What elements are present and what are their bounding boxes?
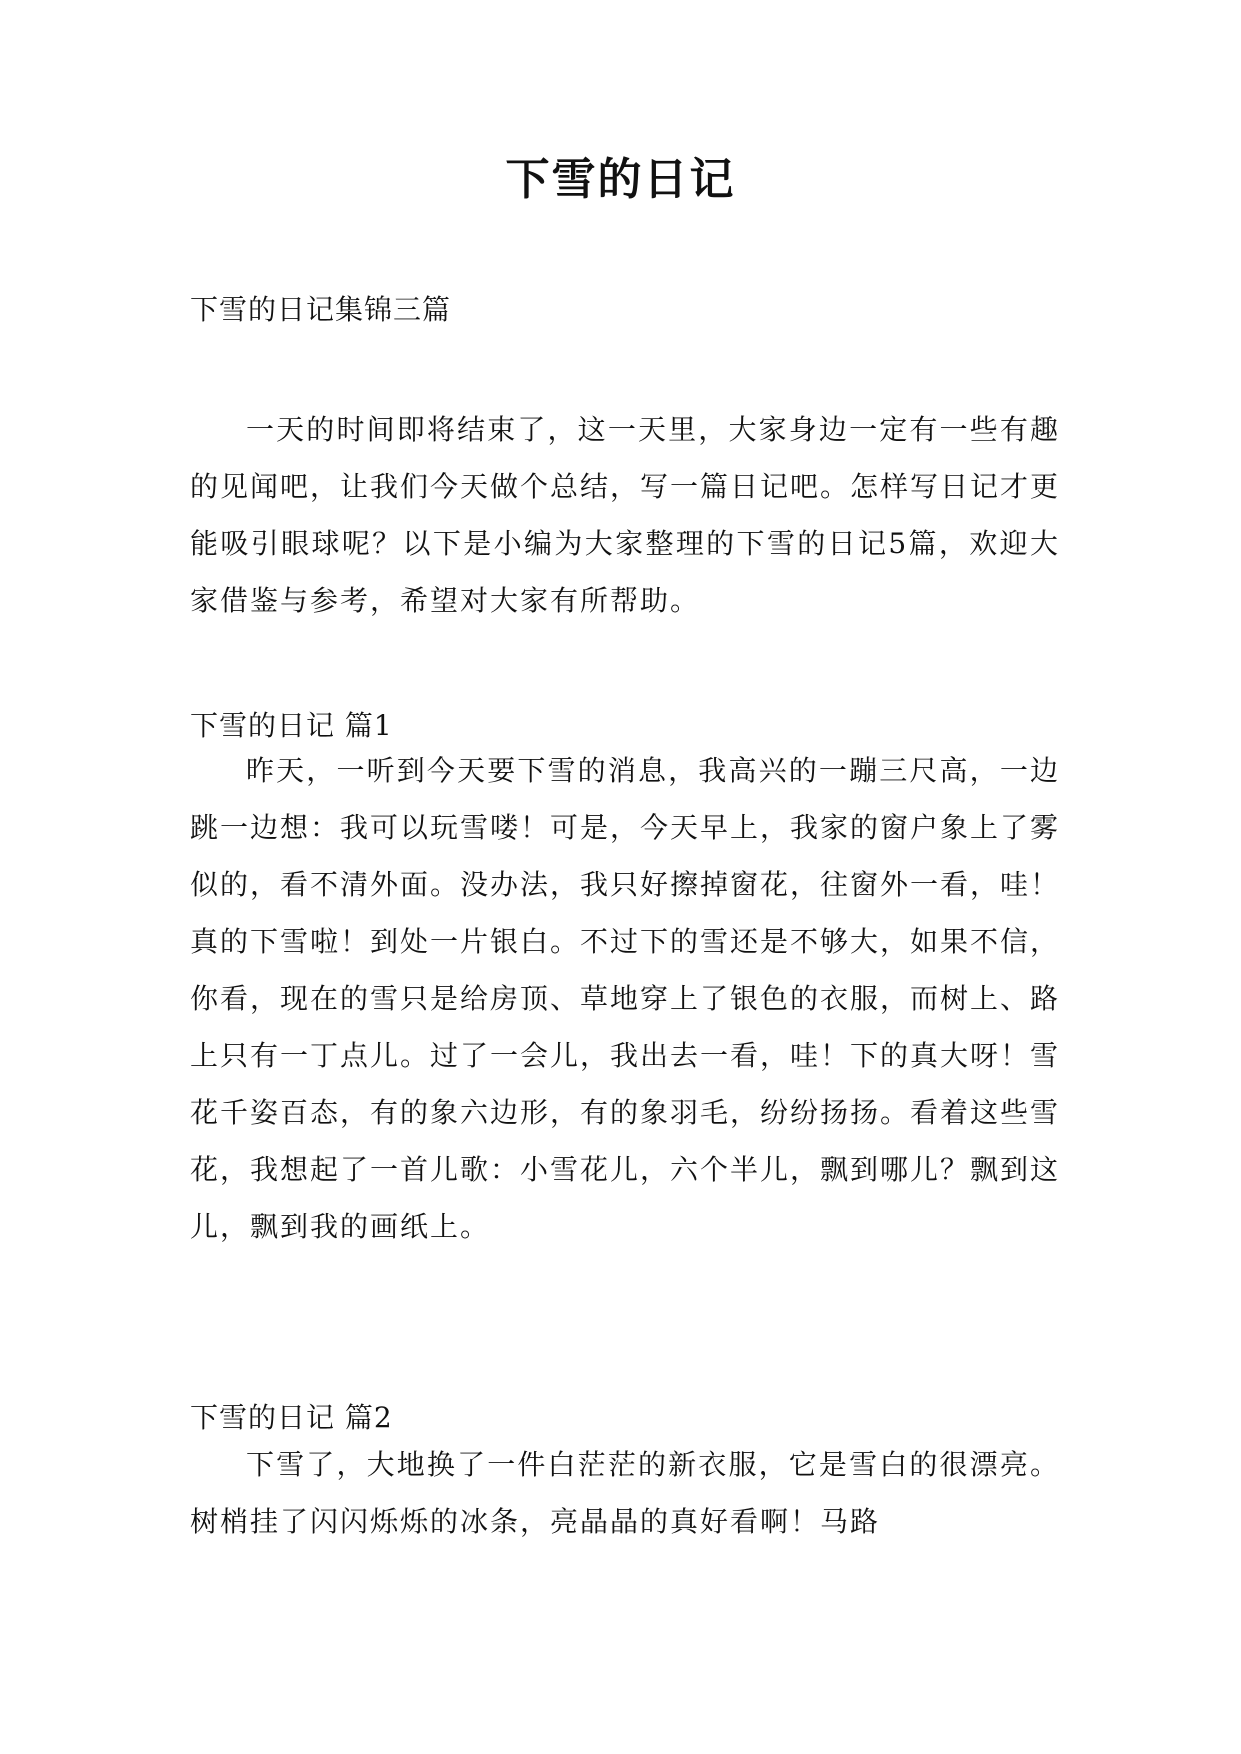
section-body-2: 下雪了，大地换了一件白茫茫的新衣服，它是雪白的很漂亮。树梢挂了闪闪烁烁的冰条，亮晶晶的真好看啊！马路 — [190, 1448, 1060, 1538]
section-body-1: 昨天，一听到今天要下雪的消息，我高兴的一蹦三尺高，一边跳一边想：我可以玩雪喽！可是，今天早上，我家的窗户象上了雾似的，看不清外面。没办法，我只好擦掉窗花，往窗外一看，哇！真的下雪啦！到处一片银白。不过下的雪还是不够大，如果不信，你看，现在的雪只是给房顶、草地穿上了银色的衣服，而树上、路上只有一丁点儿。过了一会儿，我出去一看，哇！下的真大呀！雪花千姿百态，有的象六边形，有的象羽毛，纷纷扬扬。看着这些雪花，我想起了一首儿歌：小雪花儿，六个半儿，飘到哪儿？飘到这儿，飘到我的画纸上。 — [190, 754, 1061, 1243]
section-heading-1: 下雪的日记 篇1 — [190, 709, 393, 742]
document-subtitle: 下雪的日记集锦三篇 — [190, 293, 452, 326]
intro-paragraph: 一天的时间即将结束了，这一天里，大家身边一定有一些有趣的见闻吧，让我们今天做个总结，写一篇日记吧。怎样写日记才更能吸引眼球呢？以下是小编为大家整理的下雪的日记5篇，欢迎大家借鉴与参考，希望对大家有所帮助。 — [190, 413, 1061, 617]
document-title: 下雪的日记 — [505, 154, 736, 205]
section-heading-2: 下雪的日记 篇2 — [190, 1401, 393, 1434]
